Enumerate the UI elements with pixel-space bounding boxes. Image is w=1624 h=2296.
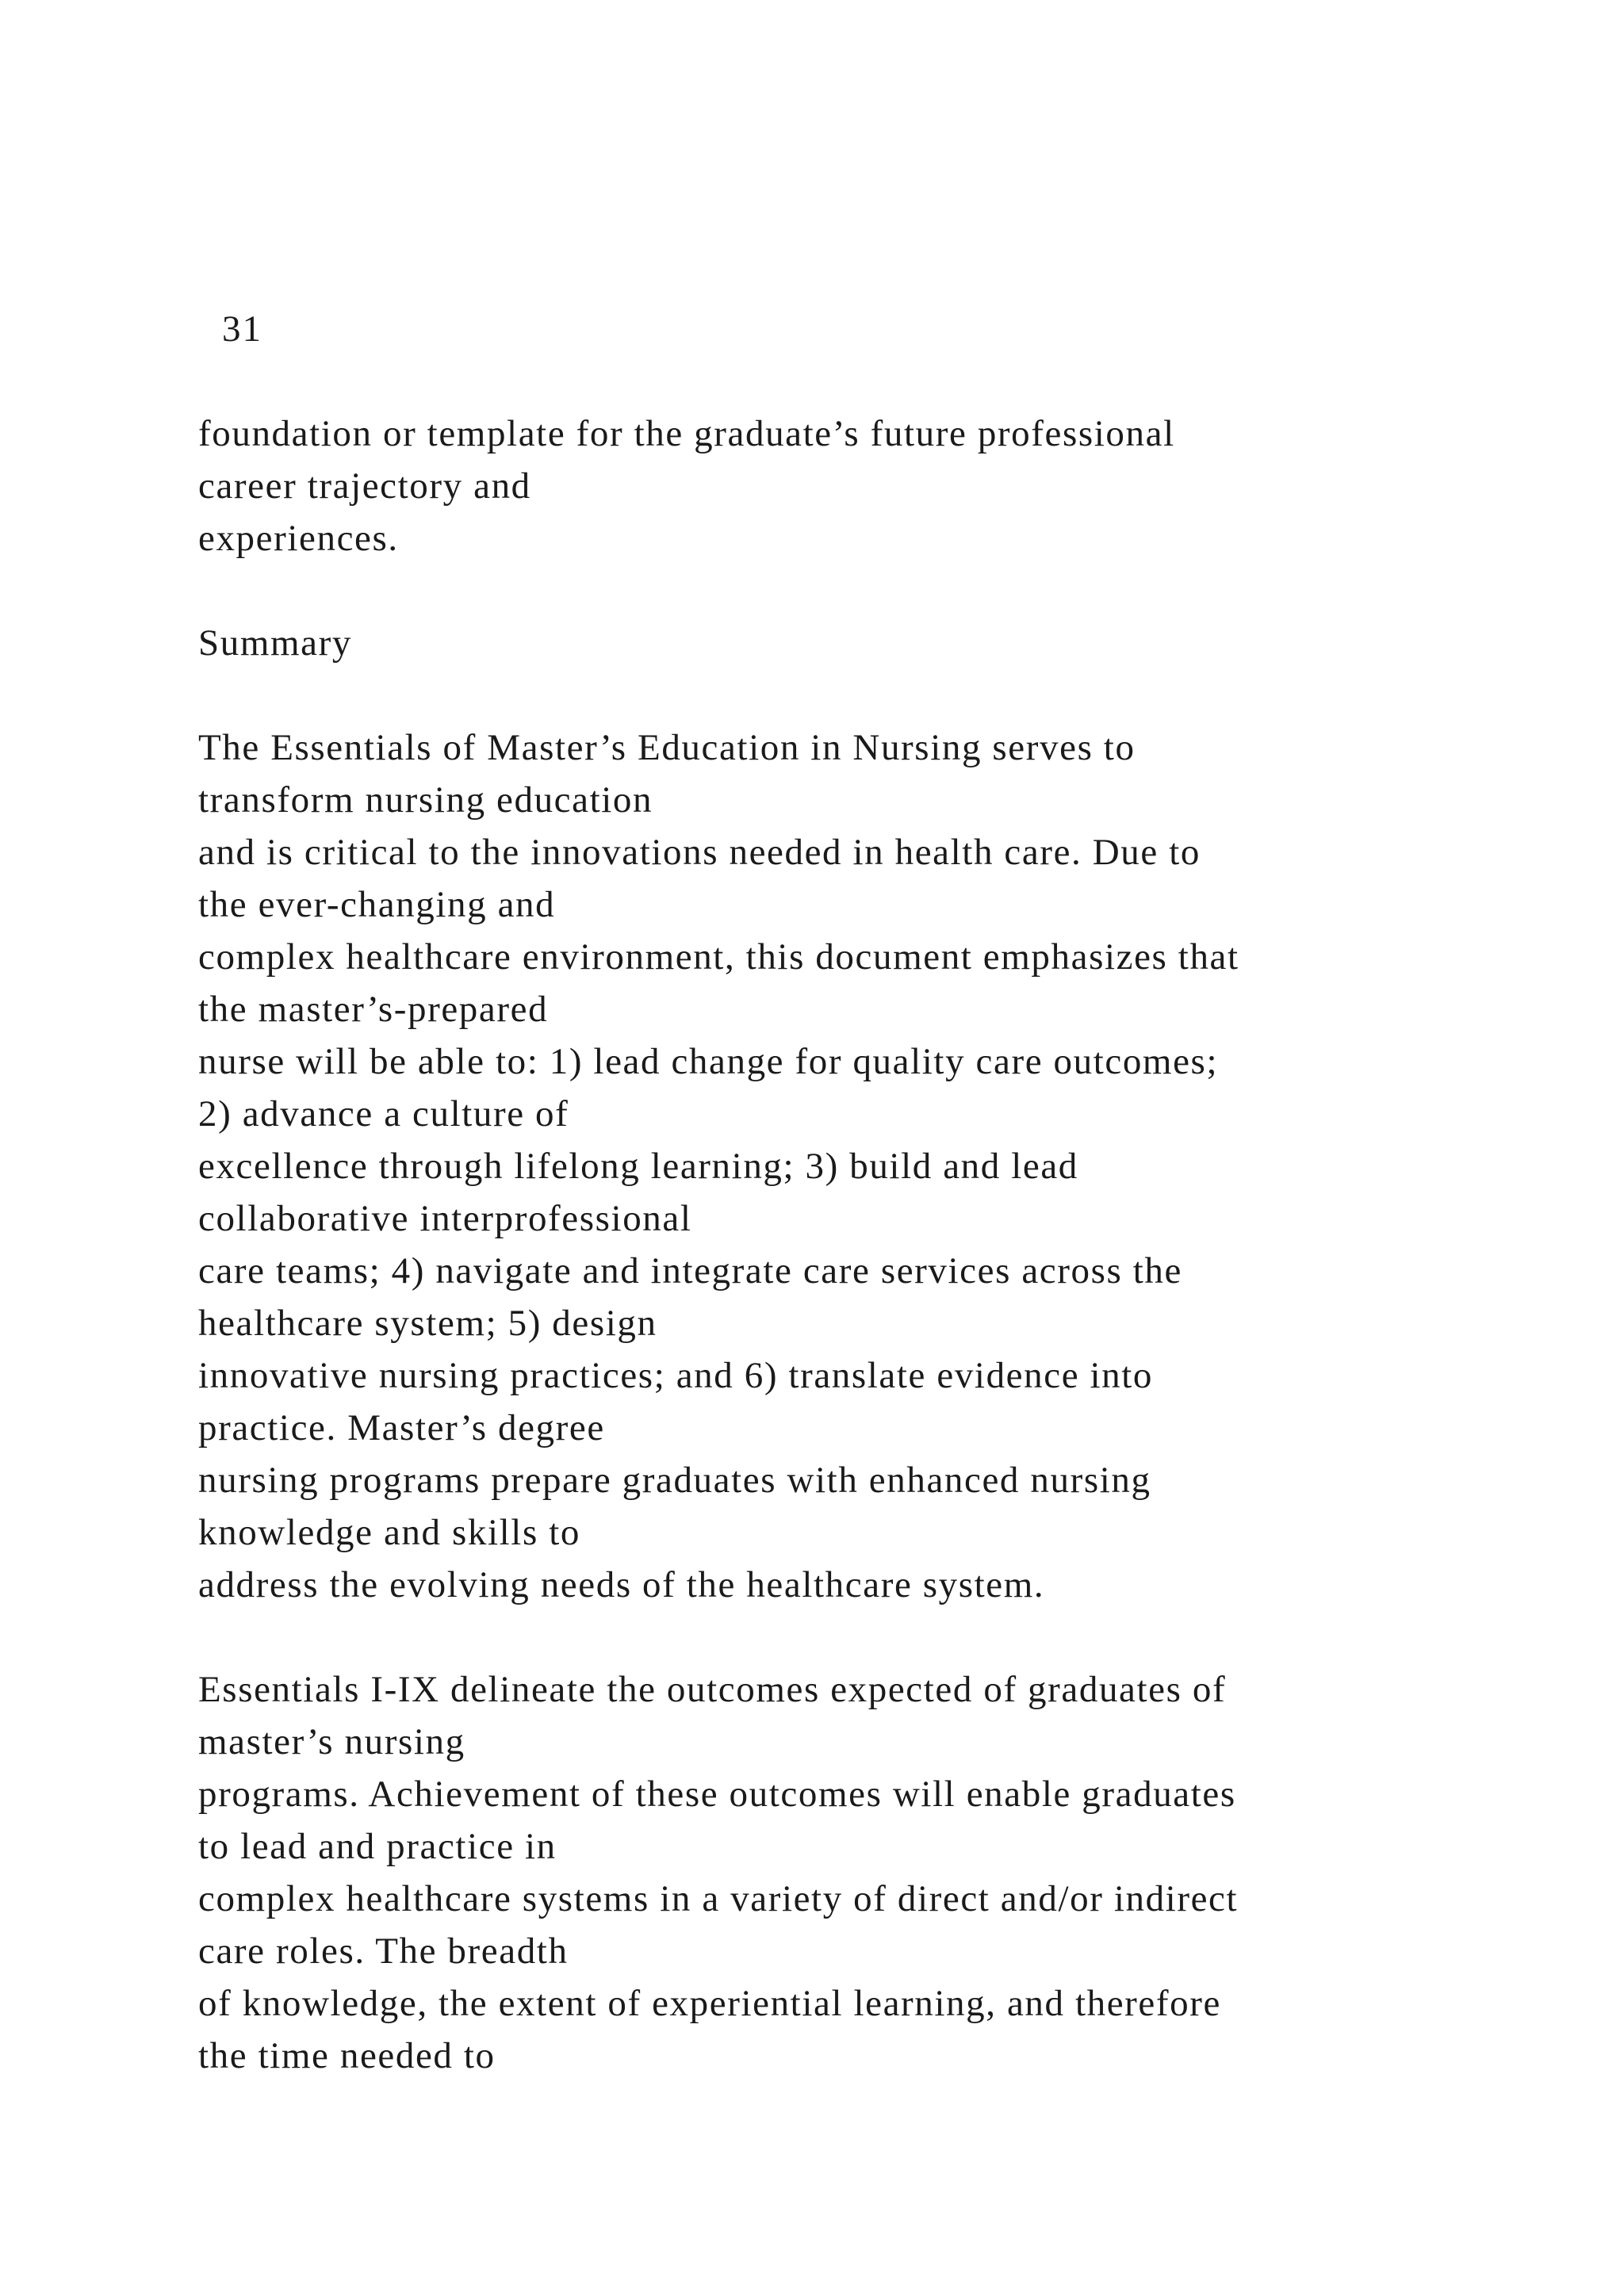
text-line: nursing programs prepare graduates with enhanced nursing	[198, 1460, 1151, 1501]
text-line: practice. Master’s degree	[198, 1407, 605, 1448]
text-line: of knowledge, the extent of experiential learning, and therefore	[198, 1983, 1221, 2024]
text-line: complex healthcare systems in a variety of direct and/or indirect	[198, 1878, 1239, 1919]
text-line: nurse will be able to: 1) lead change for quality care outcomes;	[198, 1041, 1219, 1082]
text-line: and is critical to the innovations needed in health care. Due to	[198, 832, 1201, 873]
text-line: collaborative interprofessional	[198, 1198, 692, 1239]
text-line: to lead and practice in	[198, 1826, 557, 1867]
text-line: Essentials I-IX delineate the outcomes expected of graduates of	[198, 1669, 1227, 1710]
paragraph-essentials	[198, 1663, 1546, 2082]
text-line: experiences.	[198, 518, 399, 559]
section-heading	[198, 617, 1546, 669]
text-line: transform nursing education	[198, 779, 653, 821]
text-line: 2) advance a culture of	[198, 1093, 569, 1135]
text-line: excellence through lifelong learning; 3) build and lead	[198, 1146, 1078, 1187]
text-line: master’s nursing	[198, 1721, 465, 1762]
text-line: care roles. The breadth	[198, 1931, 569, 1972]
text-line: programs. Achievement of these outcomes will enable graduates	[198, 1774, 1236, 1815]
text-line: knowledge and skills to	[198, 1512, 580, 1553]
text-line: the ever-changing and	[198, 884, 556, 925]
text-line: career trajectory and	[198, 465, 531, 507]
text-line: complex healthcare environment, this document emphasizes that	[198, 936, 1239, 978]
text-line: care teams; 4) navigate and integrate care services across the	[198, 1250, 1182, 1292]
text-line: the master’s-prepared	[198, 989, 549, 1030]
body-text	[198, 408, 1546, 2134]
page-number: 31	[222, 308, 262, 350]
text-line: The Essentials of Master’s Education in Nursing serves to	[198, 727, 1136, 768]
text-line: address the evolving needs of the healthcare system.	[198, 1564, 1045, 1605]
text-line: healthcare system; 5) design	[198, 1303, 657, 1344]
text-line: foundation or template for the graduate’s future professional	[198, 413, 1175, 454]
text-line: innovative nursing practices; and 6) translate evidence into	[198, 1355, 1154, 1396]
text-line: the time needed to	[198, 2035, 496, 2076]
paragraph-summary	[198, 721, 1546, 1611]
paragraph-continuation	[198, 408, 1546, 564]
heading-text: Summary	[198, 622, 352, 664]
